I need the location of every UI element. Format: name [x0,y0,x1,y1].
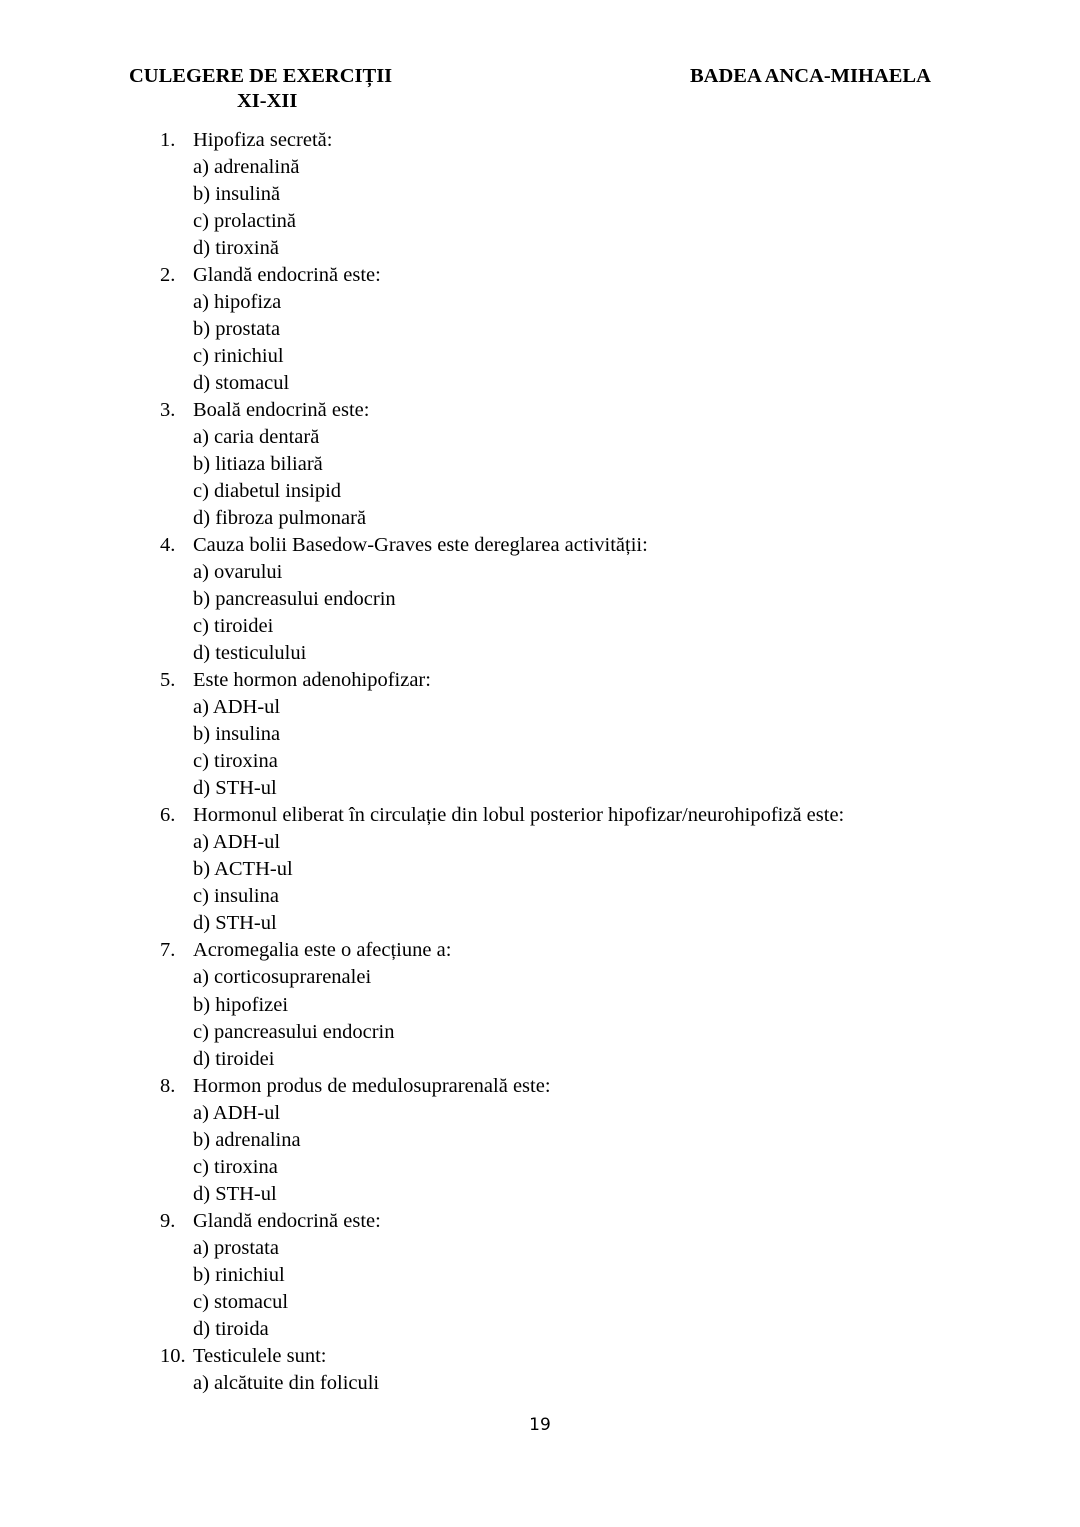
answer-option: a) ADH-ul [193,831,281,854]
question-number: 4. [160,534,176,557]
answer-option: b) litiaza biliară [193,453,323,476]
answer-option: a) ADH-ul [193,1101,281,1124]
question-text: Glandă endocrină este: [193,1209,381,1232]
question-number: 7. [160,939,176,962]
answer-option: b) pancreasului endocrin [193,588,396,611]
question-item [160,532,844,667]
answer-option: a) caria dentară [193,426,320,449]
question-text: Boală endocrină este: [193,399,370,422]
question-item [160,1208,844,1343]
answer-option: d) tiroxină [193,237,279,260]
document-title: CULEGERE DE EXERCIȚII [129,65,393,87]
answer-option: b) hipofizei [193,993,289,1016]
question-row [160,262,844,289]
answer-option: c) tiroxina [193,750,278,773]
question-number: 3. [160,399,176,422]
answer-option: d) STH-ul [193,777,277,800]
question-item [160,127,844,262]
answer-option: a) corticosuprarenalei [193,966,372,989]
page-number: 19 [529,1415,551,1435]
answer-option: a) hipofiza [193,291,282,314]
answer-option: b) adrenalina [193,1128,301,1151]
question-item [160,262,844,397]
question-row [160,937,844,964]
question-item [160,937,844,1072]
answer-option: b) insulină [193,183,281,206]
answer-option: d) STH-ul [193,912,277,935]
question-number: 10. [160,1344,186,1367]
question-number: 9. [160,1209,176,1232]
question-row [160,802,844,829]
question-text: Hormon produs de medulosuprarenală este: [193,1074,551,1097]
answer-option: b) prostata [193,318,281,341]
answer-option: d) STH-ul [193,1182,277,1205]
question-row [160,397,844,424]
answer-option: a) adrenalină [193,156,300,179]
answer-option: d) tiroidei [193,1047,275,1070]
question-item [160,802,844,937]
question-text: Acromegalia este o afecțiune a: [193,939,452,962]
answer-option: b) insulina [193,723,281,746]
question-item [160,1343,844,1397]
answer-option: d) stomacul [193,372,290,395]
question-row [160,532,844,559]
question-row [160,1208,844,1235]
answer-option: c) prolactină [193,210,297,233]
document-subtitle: XI-XII [237,90,298,112]
answer-option: a) alcătuite din foliculi [193,1371,380,1394]
question-row [160,1343,844,1370]
question-row [160,127,844,154]
question-text: Hipofiza secretă: [193,129,333,151]
question-number: 6. [160,804,176,827]
answer-option: b) rinichiul [193,1263,285,1286]
answer-option: d) testiculului [193,642,307,665]
question-text: Este hormon adenohipofizar: [193,669,431,692]
answer-option: b) ACTH-ul [193,858,293,881]
answer-option: c) pancreasului endocrin [193,1020,395,1043]
answer-option: d) fibroza pulmonară [193,507,367,530]
answer-option: c) tiroxina [193,1155,278,1178]
question-text: Hormonul eliberat în circulație din lobul posterior hipofizar/neurohipofiză este: [193,804,845,827]
question-item [160,397,844,532]
question-text: Testiculele sunt: [193,1344,327,1367]
document-author: BADEA ANCA-MIHAELA [690,65,931,87]
answer-option: c) diabetul insipid [193,480,342,503]
question-text: Cauza bolii Basedow-Graves este dereglarea activității: [193,534,648,557]
question-number: 5. [160,669,176,692]
question-text: Glandă endocrină este: [193,264,381,287]
answer-option: a) prostata [193,1236,279,1259]
question-item [160,1073,844,1208]
question-row [160,667,844,694]
question-number: 2. [160,264,176,287]
answer-option: c) insulina [193,885,279,908]
answer-option: c) tiroidei [193,615,274,638]
answer-option: c) stomacul [193,1290,289,1313]
question-list [160,127,844,1397]
question-row [160,1073,844,1100]
answer-option: a) ADH-ul [193,696,281,719]
answer-option: a) ovarului [193,561,283,584]
answer-option: c) rinichiul [193,345,284,368]
question-number: 8. [160,1074,176,1097]
question-number: 1. [160,129,176,151]
question-item [160,667,844,802]
answer-option: d) tiroida [193,1317,269,1340]
